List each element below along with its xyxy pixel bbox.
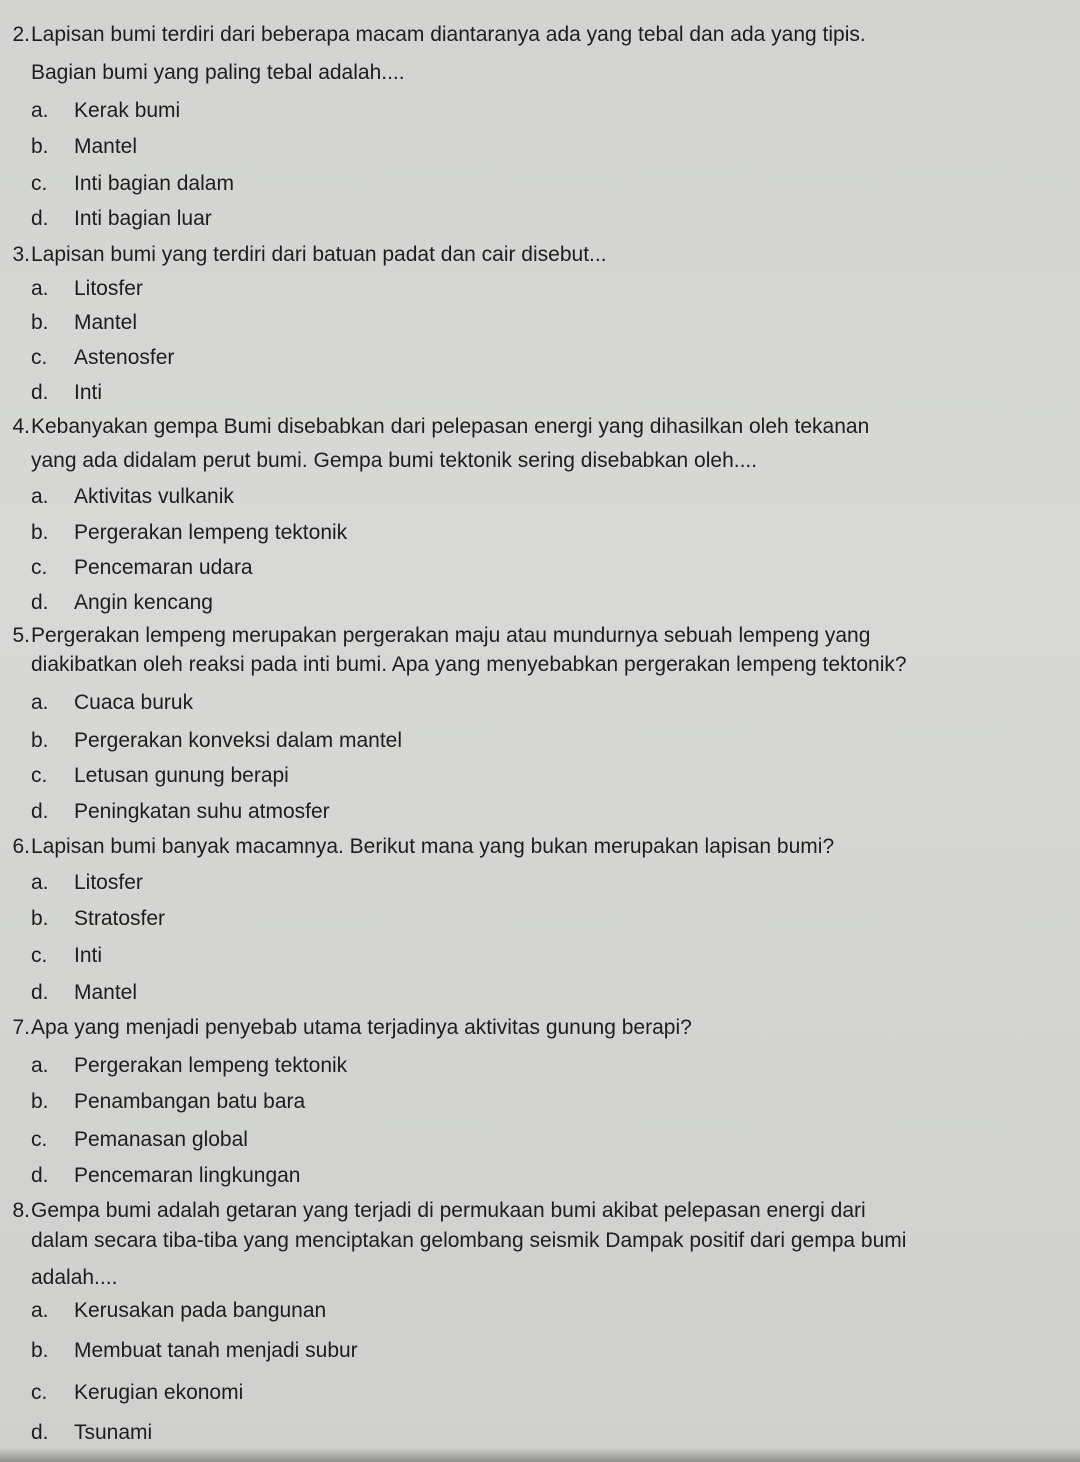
option-text: Pergerakan lempeng tektonik	[74, 521, 348, 544]
option-a	[31, 687, 193, 719]
option-letter: a.	[31, 99, 49, 122]
option-text: Kerusakan pada bangunan	[74, 1299, 327, 1322]
option-text: Pergerakan lempeng tektonik	[74, 1054, 348, 1077]
option-d	[31, 203, 212, 235]
option-text: Pergerakan konveksi dalam mantel	[74, 729, 403, 752]
option-letter: d.	[31, 1421, 49, 1444]
option-a	[31, 1295, 326, 1327]
option-text: Inti	[74, 381, 103, 404]
question-text: Lapisan bumi banyak macamnya. Berikut mana yang bukan merupakan lapisan bumi?	[31, 835, 835, 858]
option-letter: c.	[31, 944, 48, 967]
question-number: 3.	[12, 243, 30, 266]
option-letter: a.	[31, 1054, 49, 1077]
question-number: 5.	[12, 624, 30, 647]
option-c	[31, 168, 234, 200]
question-3	[0, 239, 30, 271]
option-letter: d.	[31, 800, 49, 823]
option-c	[31, 760, 289, 792]
option-text: Letusan gunung berapi	[74, 764, 289, 787]
option-text: Mantel	[74, 311, 138, 334]
option-text: Mantel	[74, 135, 138, 158]
option-text: Inti	[74, 944, 103, 967]
option-text: Angin kencang	[74, 591, 213, 614]
option-letter: b.	[31, 311, 49, 334]
option-text: Inti bagian dalam	[74, 172, 234, 195]
question-number: 8.	[12, 1199, 30, 1222]
option-letter: a.	[31, 277, 49, 300]
option-c	[31, 552, 253, 584]
question-text: Apa yang menjadi penyebab utama terjadinya aktivitas gunung berapi?	[31, 1016, 692, 1039]
option-d	[31, 1160, 301, 1192]
option-letter: d.	[31, 207, 49, 230]
option-d	[31, 977, 137, 1009]
option-text: Astenosfer	[74, 346, 175, 369]
option-letter: d.	[31, 381, 49, 404]
option-text: Kerak bumi	[74, 99, 181, 122]
question-number: 2.	[12, 23, 30, 46]
option-c	[31, 342, 174, 374]
option-b	[31, 1086, 305, 1118]
option-text: Pencemaran lingkungan	[74, 1164, 301, 1187]
option-text: Inti bagian luar	[74, 207, 212, 230]
question-8	[0, 1195, 30, 1227]
question-number: 6.	[12, 835, 30, 858]
question-text: Gempa bumi adalah getaran yang terjadi di permukaan bumi akibat pelepasan energi dari	[31, 1199, 866, 1222]
option-letter: b.	[31, 907, 49, 930]
question-text: yang ada didalam perut bumi. Gempa bumi tektonik sering disebabkan oleh....	[31, 449, 758, 472]
question-text: Pergerakan lempeng merupakan pergerakan maju atau mundurnya sebuah lempeng yang	[31, 624, 871, 647]
option-d	[31, 587, 213, 619]
option-text: Kerugian ekonomi	[74, 1381, 244, 1404]
option-a	[31, 273, 143, 305]
option-letter: a.	[31, 691, 49, 714]
option-c	[31, 1377, 243, 1409]
question-number: 4.	[12, 415, 30, 438]
option-letter: c.	[31, 346, 48, 369]
option-letter: b.	[31, 135, 49, 158]
question-text: diakibatkan oleh reaksi pada inti bumi. Apa yang menyebabkan pergerakan lempeng tektonik?	[31, 653, 907, 676]
option-letter: c.	[31, 556, 48, 579]
option-text: Tsunami	[74, 1421, 153, 1444]
option-d	[31, 377, 102, 409]
option-b	[31, 903, 165, 935]
option-text: Litosfer	[74, 871, 143, 894]
option-letter: c.	[31, 1128, 48, 1151]
option-b	[31, 131, 137, 163]
question-text: Kebanyakan gempa Bumi disebabkan dari pelepasan energi yang dihasilkan oleh tekanan	[31, 415, 870, 438]
option-text: Aktivitas vulkanik	[74, 485, 234, 508]
page-bottom-shadow	[0, 1448, 1080, 1462]
question-4	[0, 411, 30, 443]
option-letter: b.	[31, 521, 49, 544]
option-a	[31, 867, 143, 899]
option-letter: b.	[31, 1090, 49, 1113]
option-letter: a.	[31, 871, 49, 894]
question-7	[0, 1012, 30, 1044]
option-text: Pemanasan global	[74, 1128, 248, 1151]
option-d	[31, 1417, 152, 1449]
option-letter: d.	[31, 1164, 49, 1187]
option-text: Peningkatan suhu atmosfer	[74, 800, 330, 823]
question-text: Lapisan bumi yang terdiri dari batuan padat dan cair disebut...	[31, 243, 607, 266]
option-letter: c.	[31, 172, 48, 195]
question-6	[0, 831, 30, 863]
option-a	[31, 481, 234, 513]
option-b	[31, 307, 137, 339]
option-letter: a.	[31, 1299, 49, 1322]
question-text: Bagian bumi yang paling tebal adalah....	[31, 61, 405, 84]
option-letter: d.	[31, 591, 49, 614]
question-text: Lapisan bumi terdiri dari beberapa macam diantaranya ada yang tebal dan ada yang tipis.	[31, 23, 866, 46]
question-text: adalah....	[31, 1266, 118, 1289]
option-letter: b.	[31, 1339, 49, 1362]
option-a	[31, 95, 180, 127]
option-text: Litosfer	[74, 277, 143, 300]
option-text: Stratosfer	[74, 907, 166, 930]
option-c	[31, 1124, 248, 1156]
option-letter: d.	[31, 981, 49, 1004]
option-d	[31, 796, 330, 828]
question-number: 7.	[12, 1016, 30, 1039]
option-b	[31, 725, 402, 757]
option-text: Penambangan batu bara	[74, 1090, 306, 1113]
question-5	[0, 620, 30, 652]
option-text: Mantel	[74, 981, 138, 1004]
option-letter: c.	[31, 1381, 48, 1404]
option-b	[31, 517, 347, 549]
option-text: Pencemaran udara	[74, 556, 253, 579]
question-2	[0, 19, 30, 51]
option-a	[31, 1050, 347, 1082]
option-letter: b.	[31, 729, 49, 752]
option-letter: c.	[31, 764, 48, 787]
option-b	[31, 1335, 358, 1367]
question-text: dalam secara tiba-tiba yang menciptakan gelombang seismik Dampak positif dari gempa bumi	[31, 1229, 907, 1252]
option-c	[31, 940, 102, 972]
option-letter: a.	[31, 485, 49, 508]
option-text: Membuat tanah menjadi subur	[74, 1339, 358, 1362]
option-text: Cuaca buruk	[74, 691, 194, 714]
